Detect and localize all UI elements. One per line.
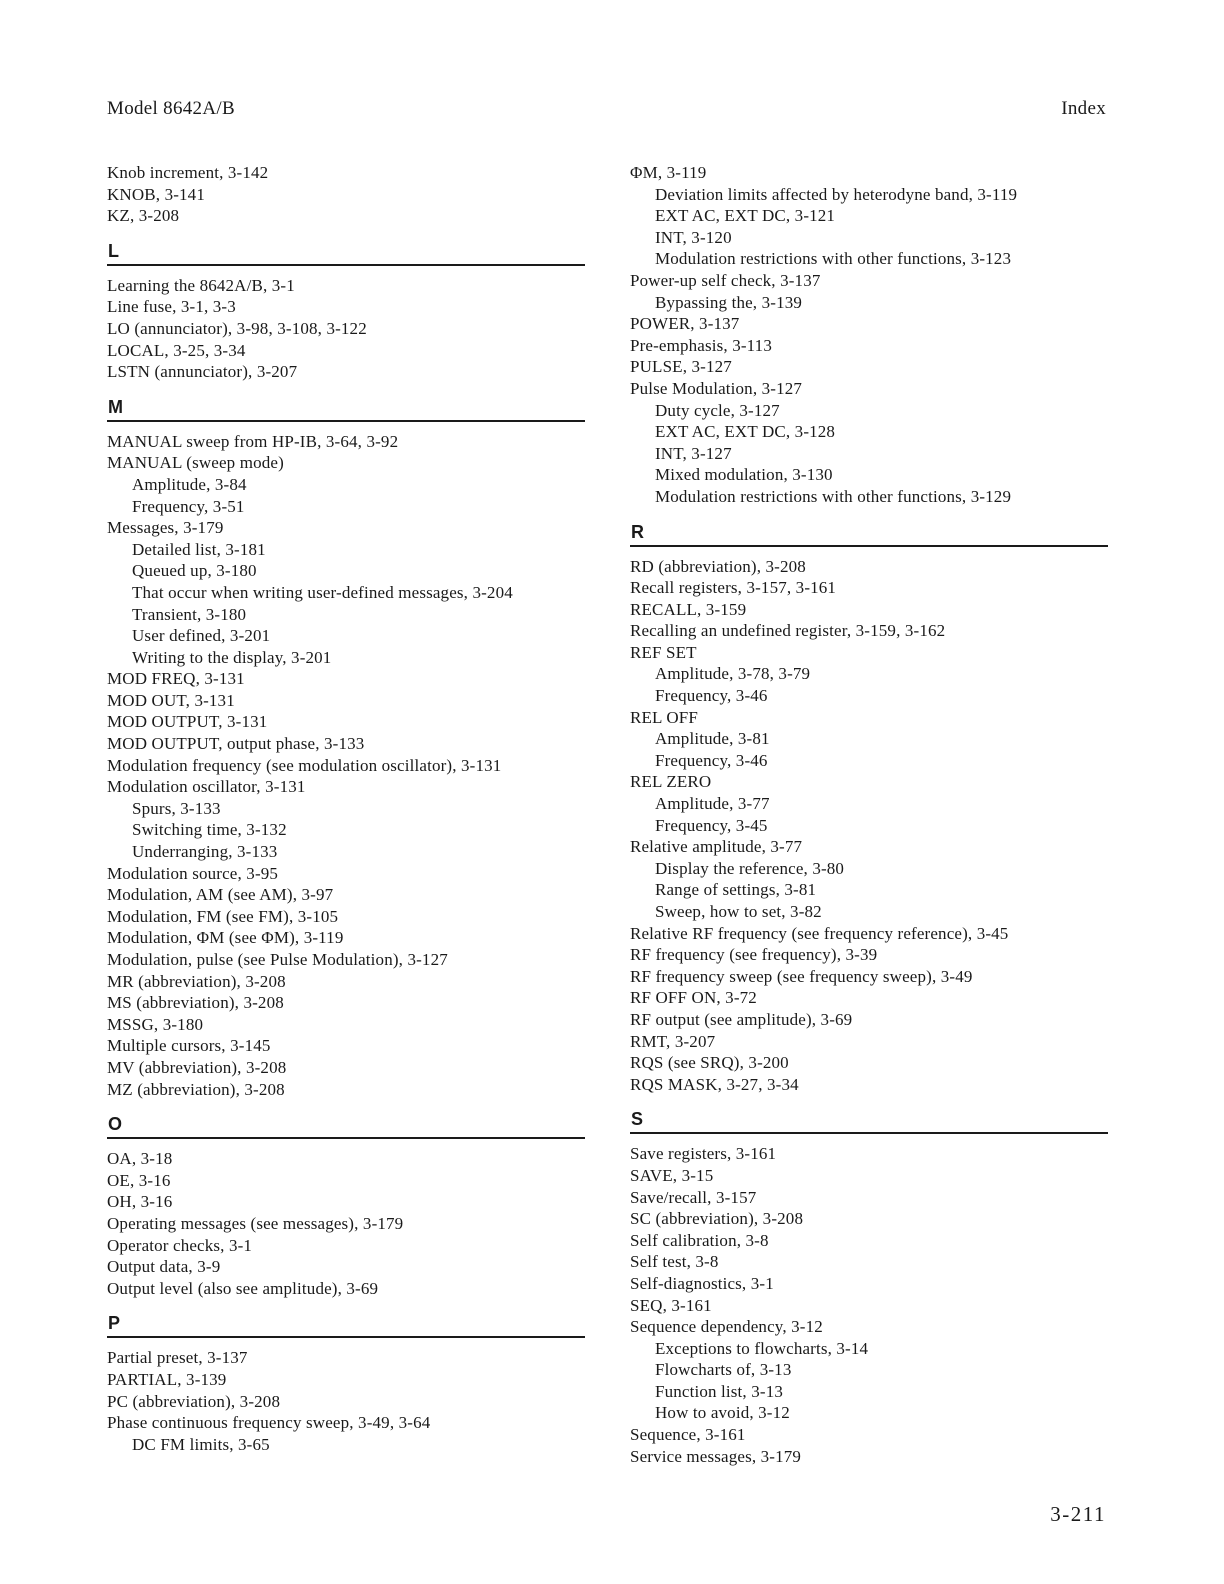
index-subentry: Frequency, 3-46 — [655, 750, 768, 770]
section-rule — [107, 1137, 585, 1139]
index-subentry: Amplitude, 3-81 — [655, 729, 770, 749]
index-subentry: INT, 3-120 — [655, 227, 732, 247]
index-subentry: Amplitude, 3-77 — [655, 794, 770, 814]
index-subentry: EXT AC, EXT DC, 3-128 — [655, 422, 836, 442]
index-entry: Modulation frequency (see modulation oscillator), 3-131 — [107, 755, 502, 775]
index-entry: MANUAL sweep from HP-IB, 3-64, 3-92 — [107, 431, 399, 451]
index-entry: SEQ, 3-161 — [630, 1295, 712, 1315]
index-entry: MOD OUT, 3-131 — [107, 690, 235, 710]
index-entry: Output level (also see amplitude), 3-69 — [107, 1278, 379, 1298]
section-rule — [107, 1336, 585, 1338]
index-entry: Pulse Modulation, 3-127 — [630, 378, 803, 398]
index-column-right — [630, 162, 1108, 1467]
index-entry: Operating messages (see messages), 3-179 — [107, 1213, 404, 1233]
index-entry: Knob increment, 3-142 — [107, 163, 269, 182]
index-entry: LOCAL, 3-25, 3-34 — [107, 340, 246, 360]
index-entry: Partial preset, 3-137 — [107, 1348, 248, 1368]
index-entry: MSSG, 3-180 — [107, 1014, 204, 1034]
index-entry: SAVE, 3-15 — [630, 1165, 714, 1185]
index-entry: Self calibration, 3-8 — [630, 1230, 769, 1250]
index-subentry: Mixed modulation, 3-130 — [655, 465, 833, 485]
index-entry: KZ, 3-208 — [107, 206, 180, 226]
index-entry: LSTN (annunciator), 3-207 — [107, 362, 298, 382]
index-entry: LO (annunciator), 3-98, 3-108, 3-122 — [107, 318, 367, 338]
index-subentry: Spurs, 3-133 — [132, 798, 221, 818]
index-entry: MR (abbreviation), 3-208 — [107, 971, 286, 991]
index-subentry: Function list, 3-13 — [655, 1381, 783, 1401]
index-section-header — [107, 396, 585, 422]
index-entry: REL OFF — [630, 707, 698, 727]
section-letter: L — [108, 240, 119, 261]
index-entry: Pre-emphasis, 3-113 — [630, 335, 772, 355]
index-entry: RQS (see SRQ), 3-200 — [630, 1053, 789, 1073]
index-entry: PULSE, 3-127 — [630, 357, 732, 377]
index-entry: Line fuse, 3-1, 3-3 — [107, 297, 236, 317]
index-entry: RECALL, 3-159 — [630, 599, 747, 619]
index-subentry: Modulation restrictions with other functions, 3-129 — [655, 486, 1012, 506]
index-subentry: Amplitude, 3-84 — [132, 474, 247, 494]
index-entry: MOD OUTPUT, output phase, 3-133 — [107, 734, 365, 754]
index-entry: Self test, 3-8 — [630, 1252, 719, 1272]
index-entry: Recalling an undefined register, 3-159, 3-162 — [630, 621, 946, 641]
index-subentry: That occur when writing user-defined messages, 3-204 — [132, 582, 513, 602]
index-entry: POWER, 3-137 — [630, 314, 740, 334]
index-column-left — [107, 162, 585, 1455]
index-entry: Modulation source, 3-95 — [107, 863, 279, 883]
index-subentry: Sweep, how to set, 3-82 — [655, 902, 822, 921]
index-entry: MS (abbreviation), 3-208 — [107, 993, 284, 1013]
index-entry: Output data, 3-9 — [107, 1257, 221, 1277]
index-subentry: Frequency, 3-51 — [132, 496, 245, 516]
index-subentry: Switching time, 3-132 — [132, 820, 287, 840]
index-entry: OE, 3-16 — [107, 1170, 171, 1190]
index-subentry: Exceptions to flowcharts, 3-14 — [655, 1338, 869, 1358]
section-rule — [107, 264, 585, 266]
index-entry: Modulation, AM (see AM), 3-97 — [107, 885, 334, 905]
running-header-section: Index — [1061, 98, 1106, 119]
section-letter: P — [108, 1313, 121, 1334]
index-entry: Modulation oscillator, 3-131 — [107, 777, 306, 797]
index-subentry: Frequency, 3-46 — [655, 686, 768, 706]
index-subentry: Deviation limits affected by heterodyne band, 3-119 — [655, 184, 1018, 204]
index-entry: Relative amplitude, 3-77 — [630, 837, 803, 857]
index-subentry: Bypassing the, 3-139 — [655, 292, 803, 312]
index-section-header — [107, 1312, 585, 1338]
index-entry: MOD OUTPUT, 3-131 — [107, 712, 268, 732]
index-subentry: Display the reference, 3-80 — [655, 858, 845, 878]
index-entry: Learning the 8642A/B, 3-1 — [107, 275, 295, 295]
index-section-header — [107, 1113, 585, 1139]
index-entry: Operator checks, 3-1 — [107, 1235, 253, 1255]
section-letter: O — [108, 1114, 123, 1135]
index-entry: MOD FREQ, 3-131 — [107, 669, 245, 689]
index-subentry: Frequency, 3-45 — [655, 815, 768, 835]
index-subentry: Amplitude, 3-78, 3-79 — [655, 664, 811, 684]
page-number: 3-211 — [1050, 1502, 1106, 1526]
index-entry: RF frequency (see frequency), 3-39 — [630, 945, 878, 965]
index-entry: Recall registers, 3-157, 3-161 — [630, 578, 837, 598]
index-entry: Service messages, 3-179 — [630, 1446, 802, 1466]
index-entry: RF OFF ON, 3-72 — [630, 988, 757, 1008]
index-subentry: Range of settings, 3-81 — [655, 880, 817, 900]
index-entry: Messages, 3-179 — [107, 518, 224, 538]
index-entry: Self-diagnostics, 3-1 — [630, 1273, 774, 1293]
index-entry: MZ (abbreviation), 3-208 — [107, 1079, 285, 1099]
index-entry: Sequence, 3-161 — [630, 1425, 746, 1445]
running-header-model: Model 8642A/B — [107, 98, 235, 119]
index-subentry: Queued up, 3-180 — [132, 561, 257, 581]
index-entry: MANUAL (sweep mode) — [107, 453, 284, 473]
index-entry: ΦM, 3-119 — [630, 163, 707, 182]
index-subentry: How to avoid, 3-12 — [655, 1403, 790, 1423]
index-entry: Multiple cursors, 3-145 — [107, 1036, 271, 1056]
index-entry: Sequence dependency, 3-12 — [630, 1317, 823, 1337]
section-rule — [107, 420, 585, 422]
index-subentry: Duty cycle, 3-127 — [655, 400, 780, 420]
index-entry: REL ZERO — [630, 772, 712, 792]
index-subentry: Transient, 3-180 — [132, 604, 247, 624]
index-entry: Modulation, FM (see FM), 3-105 — [107, 906, 339, 926]
section-rule — [630, 545, 1108, 547]
index-entry: Modulation, pulse (see Pulse Modulation), 3-127 — [107, 950, 448, 969]
index-section-header — [630, 521, 1108, 547]
index-entry: RMT, 3-207 — [630, 1031, 716, 1051]
index-subentry: Underranging, 3-133 — [132, 842, 278, 862]
index-entry: RD (abbreviation), 3-208 — [630, 556, 806, 576]
index-entry: PARTIAL, 3-139 — [107, 1369, 227, 1389]
index-subentry: Writing to the display, 3-201 — [132, 647, 332, 667]
section-rule — [630, 1132, 1108, 1134]
index-subentry: User defined, 3-201 — [132, 626, 271, 646]
index-entry: MV (abbreviation), 3-208 — [107, 1057, 287, 1077]
index-section-header — [107, 240, 585, 266]
index-entry: Save registers, 3-161 — [630, 1144, 777, 1164]
index-subentry: Modulation restrictions with other functions, 3-123 — [655, 249, 1012, 269]
index-entry: SC (abbreviation), 3-208 — [630, 1209, 804, 1229]
index-entry: RQS MASK, 3-27, 3-34 — [630, 1074, 799, 1094]
index-entry: RF output (see amplitude), 3-69 — [630, 1009, 853, 1029]
index-subentry: EXT AC, EXT DC, 3-121 — [655, 206, 836, 226]
index-entry: OH, 3-16 — [107, 1192, 173, 1212]
index-entry: REF SET — [630, 642, 697, 662]
index-entry: Phase continuous frequency sweep, 3-49, 3-64 — [107, 1413, 431, 1433]
index-entry: Relative RF frequency (see frequency reference), 3-45 — [630, 923, 1009, 943]
index-entry: Save/recall, 3-157 — [630, 1187, 757, 1207]
index-section-header — [630, 1108, 1108, 1134]
section-letter: R — [631, 521, 644, 542]
index-entry: Power-up self check, 3-137 — [630, 270, 821, 290]
index-subentry: DC FM limits, 3-65 — [132, 1434, 270, 1454]
index-entry: Modulation, ΦM (see ΦM), 3-119 — [107, 928, 344, 948]
index-subentry: Flowcharts of, 3-13 — [655, 1360, 792, 1380]
index-entry: KNOB, 3-141 — [107, 184, 205, 204]
section-letter: M — [108, 396, 123, 417]
section-letter: S — [631, 1109, 644, 1130]
index-entry: OA, 3-18 — [107, 1149, 173, 1169]
index-entry: RF frequency sweep (see frequency sweep), 3-49 — [630, 966, 973, 986]
index-entry: PC (abbreviation), 3-208 — [107, 1391, 281, 1411]
index-subentry: Detailed list, 3-181 — [132, 539, 266, 559]
index-subentry: INT, 3-127 — [655, 443, 732, 463]
